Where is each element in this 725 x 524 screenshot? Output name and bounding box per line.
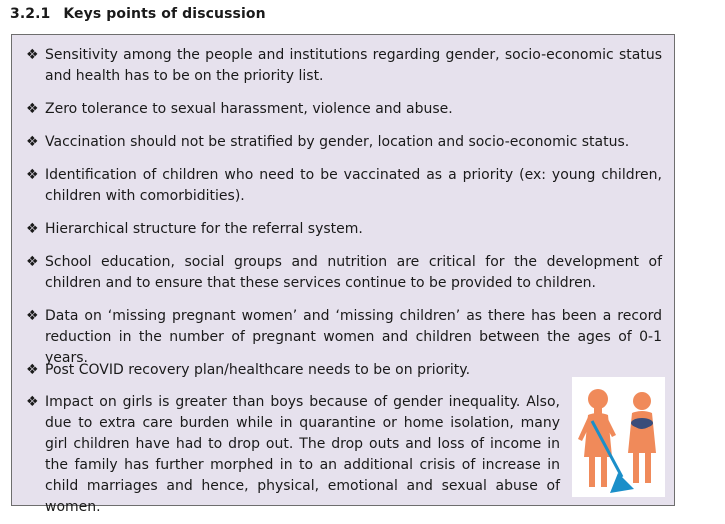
diamond-bullet-icon: ❖: [26, 221, 39, 237]
list-item-text: School education, social groups and nutrition are critical for the development of children and to ensure that these services continue to be provided to children.: [45, 254, 662, 291]
list-item-text: Hierarchical structure for the referral system.: [45, 221, 363, 237]
list-item-text: Vaccination should not be stratified by gender, location and socio-economic status.: [45, 134, 630, 150]
section-heading: [10, 6, 266, 22]
diamond-bullet-icon: ❖: [26, 362, 39, 378]
section-title: Keys points of discussion: [63, 6, 266, 22]
list-item-text: Impact on girls is greater than boys because of gender inequality. Also, due to extra care burden while in quarantine or home isolation, many girl children have had to drop out. The drop outs and loss of income in the family has further morphed in to an additional crisis of increase in child marriages and hence, physical, emotional and sexual abuse of women.: [45, 394, 560, 515]
list-item-text: Sensitivity among the people and institutions regarding gender, socio-economic status and health has to be on the priority list.: [45, 47, 662, 84]
diamond-bullet-icon: ❖: [26, 134, 39, 150]
list-item-text: Identification of children who need to be vaccinated as a priority (ex: young children, children with comorbidities).: [45, 167, 662, 204]
diamond-bullet-icon: ❖: [26, 394, 39, 410]
list-item-text: Zero tolerance to sexual harassment, violence and abuse.: [45, 101, 453, 117]
list-item-text: Post COVID recovery plan/healthcare needs to be on priority.: [45, 362, 471, 378]
section-number: 3.2.1: [10, 6, 51, 22]
girls-household-chores-icon: [572, 377, 665, 497]
diamond-bullet-icon: ❖: [26, 254, 39, 270]
diamond-bullet-icon: ❖: [26, 101, 39, 117]
discussion-points-box: [11, 34, 675, 515]
diamond-bullet-icon: ❖: [26, 308, 39, 324]
diamond-bullet-icon: ❖: [26, 167, 39, 183]
diamond-bullet-icon: ❖: [26, 47, 39, 63]
list-item-text: Data on ‘missing pregnant women’ and ‘missing children’ as there has been a record reduction in the number of pregnant women and children between the ages of 0-1 years.: [45, 308, 662, 366]
